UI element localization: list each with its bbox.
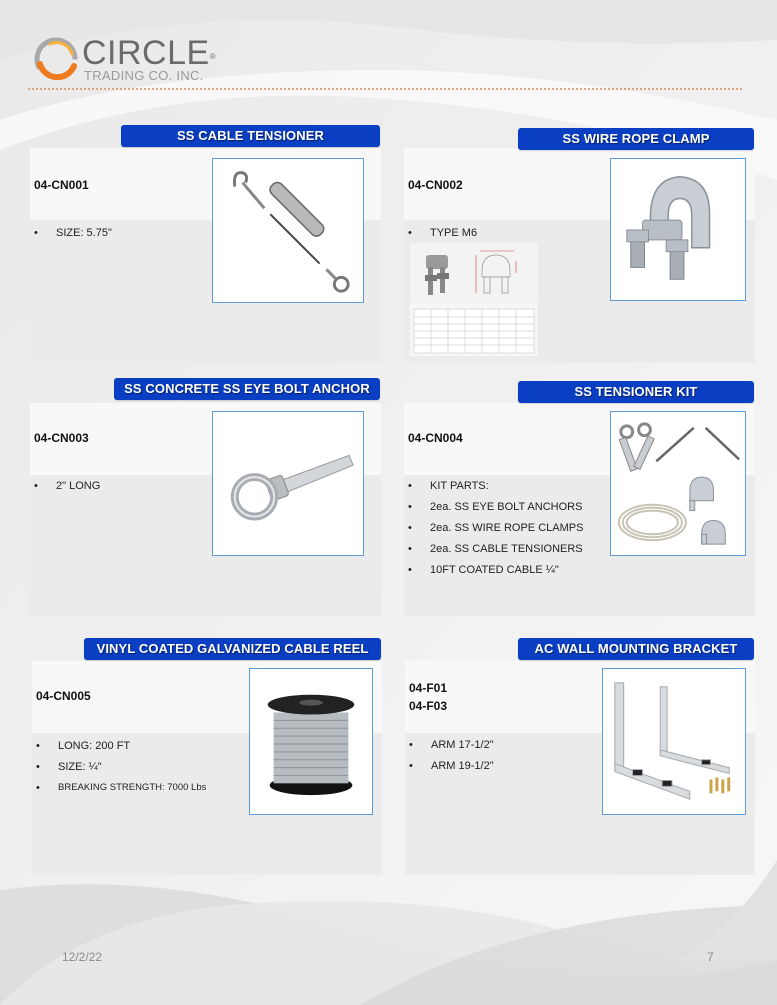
spec-item: • 2ea. SS EYE BOLT ANCHORS — [408, 500, 583, 521]
spec-item: • 2" LONG — [34, 479, 100, 500]
spec-list — [34, 226, 112, 247]
page-number: 7 — [707, 950, 714, 964]
kit-turnbuckles-icon — [656, 428, 739, 462]
spec-item: • ARM 19-1/2" — [409, 759, 494, 780]
eye-bolt-icon — [235, 455, 353, 516]
company-logo — [32, 34, 222, 84]
product-sku: 04-F01 — [409, 681, 448, 695]
product-photo-wire-rope-clamp — [610, 158, 746, 301]
product-photo-tensioner-kit — [610, 411, 746, 556]
spec-item: • 2ea. SS CABLE TENSIONERS — [408, 542, 583, 563]
product-title-banner: SS WIRE ROPE CLAMP — [518, 128, 754, 150]
kit-eye-bolts-icon — [619, 424, 654, 471]
spec-table — [414, 309, 534, 353]
product-sku: 04-CN002 — [408, 178, 463, 192]
product-title-banner: VINYL COATED GALVANIZED CABLE REEL — [84, 638, 381, 660]
product-photo-eye-bolt — [212, 411, 364, 556]
spec-item: • SIZE: 5.75" — [34, 226, 112, 247]
spec-item: • 10FT COATED CABLE ¼" — [408, 563, 583, 584]
kit-cable-coil-icon — [619, 505, 686, 540]
product-sku: 04-CN004 — [408, 431, 463, 445]
product-photo-turnbuckle — [212, 158, 364, 303]
product-sku: 04-CN005 — [36, 689, 91, 703]
product-title-banner: AC WALL MOUNTING BRACKET — [518, 638, 754, 660]
brand-subtitle: TRADING CO. INC. — [84, 68, 204, 83]
spec-item: • TYPE M6 — [408, 226, 477, 247]
product-sku: 04-F03 — [409, 699, 448, 713]
brand-name: CIRCLE® — [82, 34, 217, 72]
product-photo-wall-bracket — [602, 668, 746, 815]
spec-item: • KIT PARTS: — [408, 479, 583, 500]
spec-list — [408, 479, 583, 584]
turnbuckle-icon — [234, 173, 348, 292]
spec-list — [409, 738, 494, 780]
cable-reel-icon — [268, 695, 355, 795]
product-photo-cable-reel — [249, 668, 373, 815]
wire-rope-clamp-icon — [627, 177, 710, 279]
product-sku: 04-CN001 — [34, 178, 89, 192]
footer-date: 12/2/22 — [62, 950, 103, 964]
spec-item: • BREAKING STRENGTH: 7000 Lbs — [36, 781, 206, 802]
spec-item: • 2ea. SS WIRE ROPE CLAMPS — [408, 521, 583, 542]
clamp-dimension-diagram — [410, 243, 538, 356]
wall-anchors-icon — [710, 777, 731, 793]
product-title-banner: SS TENSIONER KIT — [518, 381, 754, 403]
spec-list — [36, 739, 206, 802]
spec-item: • SIZE: ¼" — [36, 760, 206, 781]
circle-logo-icon — [32, 34, 82, 84]
spec-list — [34, 479, 100, 500]
spec-item: • ARM 17-1/2" — [409, 738, 494, 759]
spec-item: • LONG: 200 FT — [36, 739, 206, 760]
header-divider — [28, 88, 742, 90]
kit-clamps-icon — [690, 477, 725, 544]
product-sku: 04-CN003 — [34, 431, 89, 445]
product-title-banner: SS CONCRETE SS EYE BOLT ANCHOR — [114, 378, 380, 400]
product-title-banner: SS CABLE TENSIONER — [121, 125, 380, 147]
